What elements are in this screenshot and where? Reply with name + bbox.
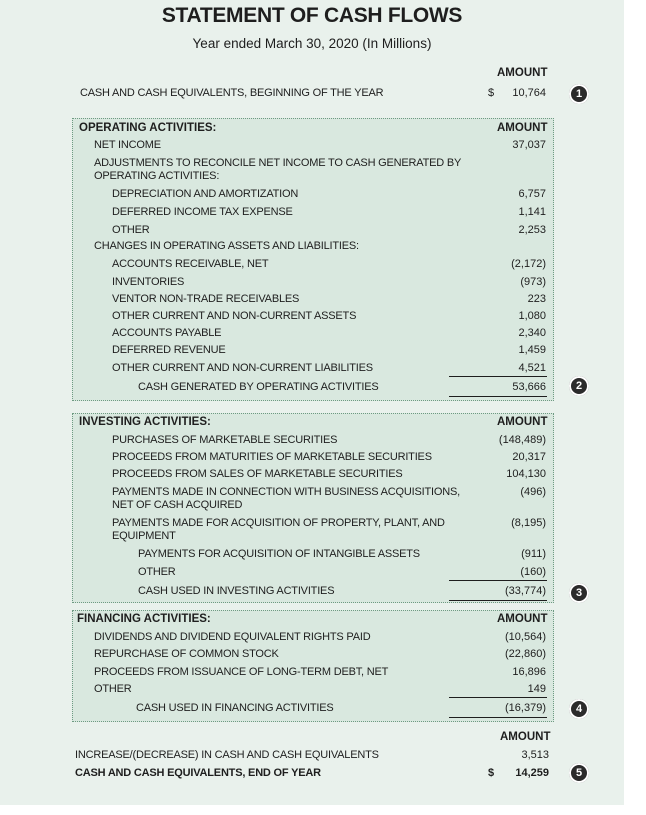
operating-total-label: CASH GENERATED BY OPERATING ACTIVITIES <box>138 381 379 393</box>
operating-total-rule-top <box>449 376 547 377</box>
financing-title: FINANCING ACTIVITIES: <box>77 613 211 625</box>
adjustments-label-line2: OPERATING ACTIVITIES: <box>94 170 220 182</box>
page-title: STATEMENT OF CASH FLOWS <box>161 4 463 27</box>
change-value: 223 <box>527 293 546 305</box>
investing-item-value: (496) <box>520 486 546 498</box>
investing-total-rule-bottom <box>449 600 547 601</box>
investing-item-label: PROCEEDS FROM MATURITIES OF MARKETABLE SECURITIES <box>112 451 432 463</box>
change-label: DEFERRED REVENUE <box>112 344 226 356</box>
change-value: 1,459 <box>518 344 546 356</box>
investing-item-value: (148,489) <box>498 434 546 446</box>
investing-item-value: 20,317 <box>512 451 546 463</box>
financing-item-label: REPURCHASE OF COMMON STOCK <box>94 648 279 660</box>
change-label: VENTOR NON-TRADE RECEIVABLES <box>112 293 300 305</box>
investing-item-value: (8,195) <box>511 517 546 529</box>
step-badge-3: 3 <box>569 583 589 603</box>
end-of-year-dollar: $ <box>488 767 494 779</box>
adjustment-label: DEPRECIATION AND AMORTIZATION <box>112 188 299 200</box>
financing-item-value: (10,564) <box>505 631 546 643</box>
beginning-value: 10,764 <box>512 87 546 99</box>
net-income-label: NET INCOME <box>94 139 161 151</box>
financing-item-value: (22,860) <box>505 648 546 660</box>
page-subtitle: Year ended March 30, 2020 (In Millions) <box>192 36 432 51</box>
beginning-dollar: $ <box>488 87 494 99</box>
change-label: INVENTORIES <box>112 276 185 288</box>
net-income-value: 37,037 <box>512 139 546 151</box>
operating-total-rule-bottom <box>449 396 547 397</box>
financing-total-value: (16,379) <box>505 702 546 714</box>
change-value: 2,340 <box>518 327 546 339</box>
financing-item-label: DIVIDENDS AND DIVIDEND EQUIVALENT RIGHTS PAID <box>94 631 371 643</box>
summary-amount-header: AMOUNT <box>500 731 551 743</box>
investing-total-label: CASH USED IN INVESTING ACTIVITIES <box>138 585 335 597</box>
operating-amount-header: AMOUNT <box>497 122 548 134</box>
investing-item-label: PAYMENTS MADE FOR ACQUISITION OF PROPERTY, PLANT, AND <box>112 517 445 529</box>
adjustment-label: DEFERRED INCOME TAX EXPENSE <box>112 206 293 218</box>
amount-header-beginning: AMOUNT <box>497 67 548 79</box>
change-value: (973) <box>520 276 546 288</box>
increase-label: INCREASE/(DECREASE) IN CASH AND CASH EQUIVALENTS <box>75 749 379 761</box>
changes-label: CHANGES IN OPERATING ASSETS AND LIABILITIES: <box>94 240 359 252</box>
financing-item-value: 149 <box>527 683 546 695</box>
adjustments-label: ADJUSTMENTS TO RECONCILE NET INCOME TO CASH GENERATED BY <box>94 157 462 169</box>
investing-item-label: PURCHASES OF MARKETABLE SECURITIES <box>112 434 338 446</box>
change-label: ACCOUNTS RECEIVABLE, NET <box>112 258 269 270</box>
financing-amount-header: AMOUNT <box>497 613 548 625</box>
change-value: 4,521 <box>518 362 546 374</box>
end-of-year-label: CASH AND CASH EQUIVALENTS, END OF YEAR <box>75 767 321 779</box>
beginning-label: CASH AND CASH EQUIVALENTS, BEGINNING OF THE YEAR <box>80 87 384 99</box>
financing-item-value: 16,896 <box>512 666 546 678</box>
operating-total-value: 53,666 <box>512 381 546 393</box>
financing-total-label: CASH USED IN FINANCING ACTIVITIES <box>136 702 334 714</box>
operating-title: OPERATING ACTIVITIES: <box>79 122 217 134</box>
change-value: (2,172) <box>511 258 546 270</box>
investing-item-value: 104,130 <box>506 468 546 480</box>
investing-title: INVESTING ACTIVITIES: <box>79 416 211 428</box>
change-label: OTHER CURRENT AND NON-CURRENT ASSETS <box>112 310 357 322</box>
adjustment-label: OTHER <box>112 224 150 236</box>
financing-total-rule-top <box>449 697 547 698</box>
investing-item-label: OTHER <box>138 566 176 578</box>
change-label: OTHER CURRENT AND NON-CURRENT LIABILITIES <box>112 362 373 374</box>
investing-total-value: (33,774) <box>505 585 546 597</box>
investing-item-label-line2: NET OF CASH ACQUIRED <box>112 499 243 511</box>
increase-value: 3,513 <box>521 749 549 761</box>
investing-item-value: (911) <box>521 548 546 560</box>
financing-total-rule-bottom <box>449 717 547 718</box>
adjustment-value: 2,253 <box>518 224 546 236</box>
step-badge-2: 2 <box>569 376 589 396</box>
step-badge-5: 5 <box>569 763 589 783</box>
financing-item-label: OTHER <box>94 683 132 695</box>
adjustment-value: 6,757 <box>518 188 546 200</box>
change-label: ACCOUNTS PAYABLE <box>112 327 222 339</box>
investing-total-rule-top <box>449 580 547 581</box>
investing-item-label: PROCEEDS FROM SALES OF MARKETABLE SECURITIES <box>112 468 403 480</box>
financing-item-label: PROCEEDS FROM ISSUANCE OF LONG-TERM DEBT, NET <box>94 666 389 678</box>
adjustment-value: 1,141 <box>518 206 546 218</box>
change-value: 1,080 <box>518 310 546 322</box>
step-badge-4: 4 <box>569 699 589 719</box>
investing-item-value: (160) <box>520 566 546 578</box>
investing-item-label: PAYMENTS MADE IN CONNECTION WITH BUSINESS ACQUISITIONS, <box>112 486 460 498</box>
investing-amount-header: AMOUNT <box>497 416 548 428</box>
step-badge-1: 1 <box>569 84 589 104</box>
end-of-year-value: 14,259 <box>515 767 549 779</box>
investing-item-label: PAYMENTS FOR ACQUISITION OF INTANGIBLE ASSETS <box>138 548 420 560</box>
investing-item-label-line2: EQUIPMENT <box>112 530 176 542</box>
